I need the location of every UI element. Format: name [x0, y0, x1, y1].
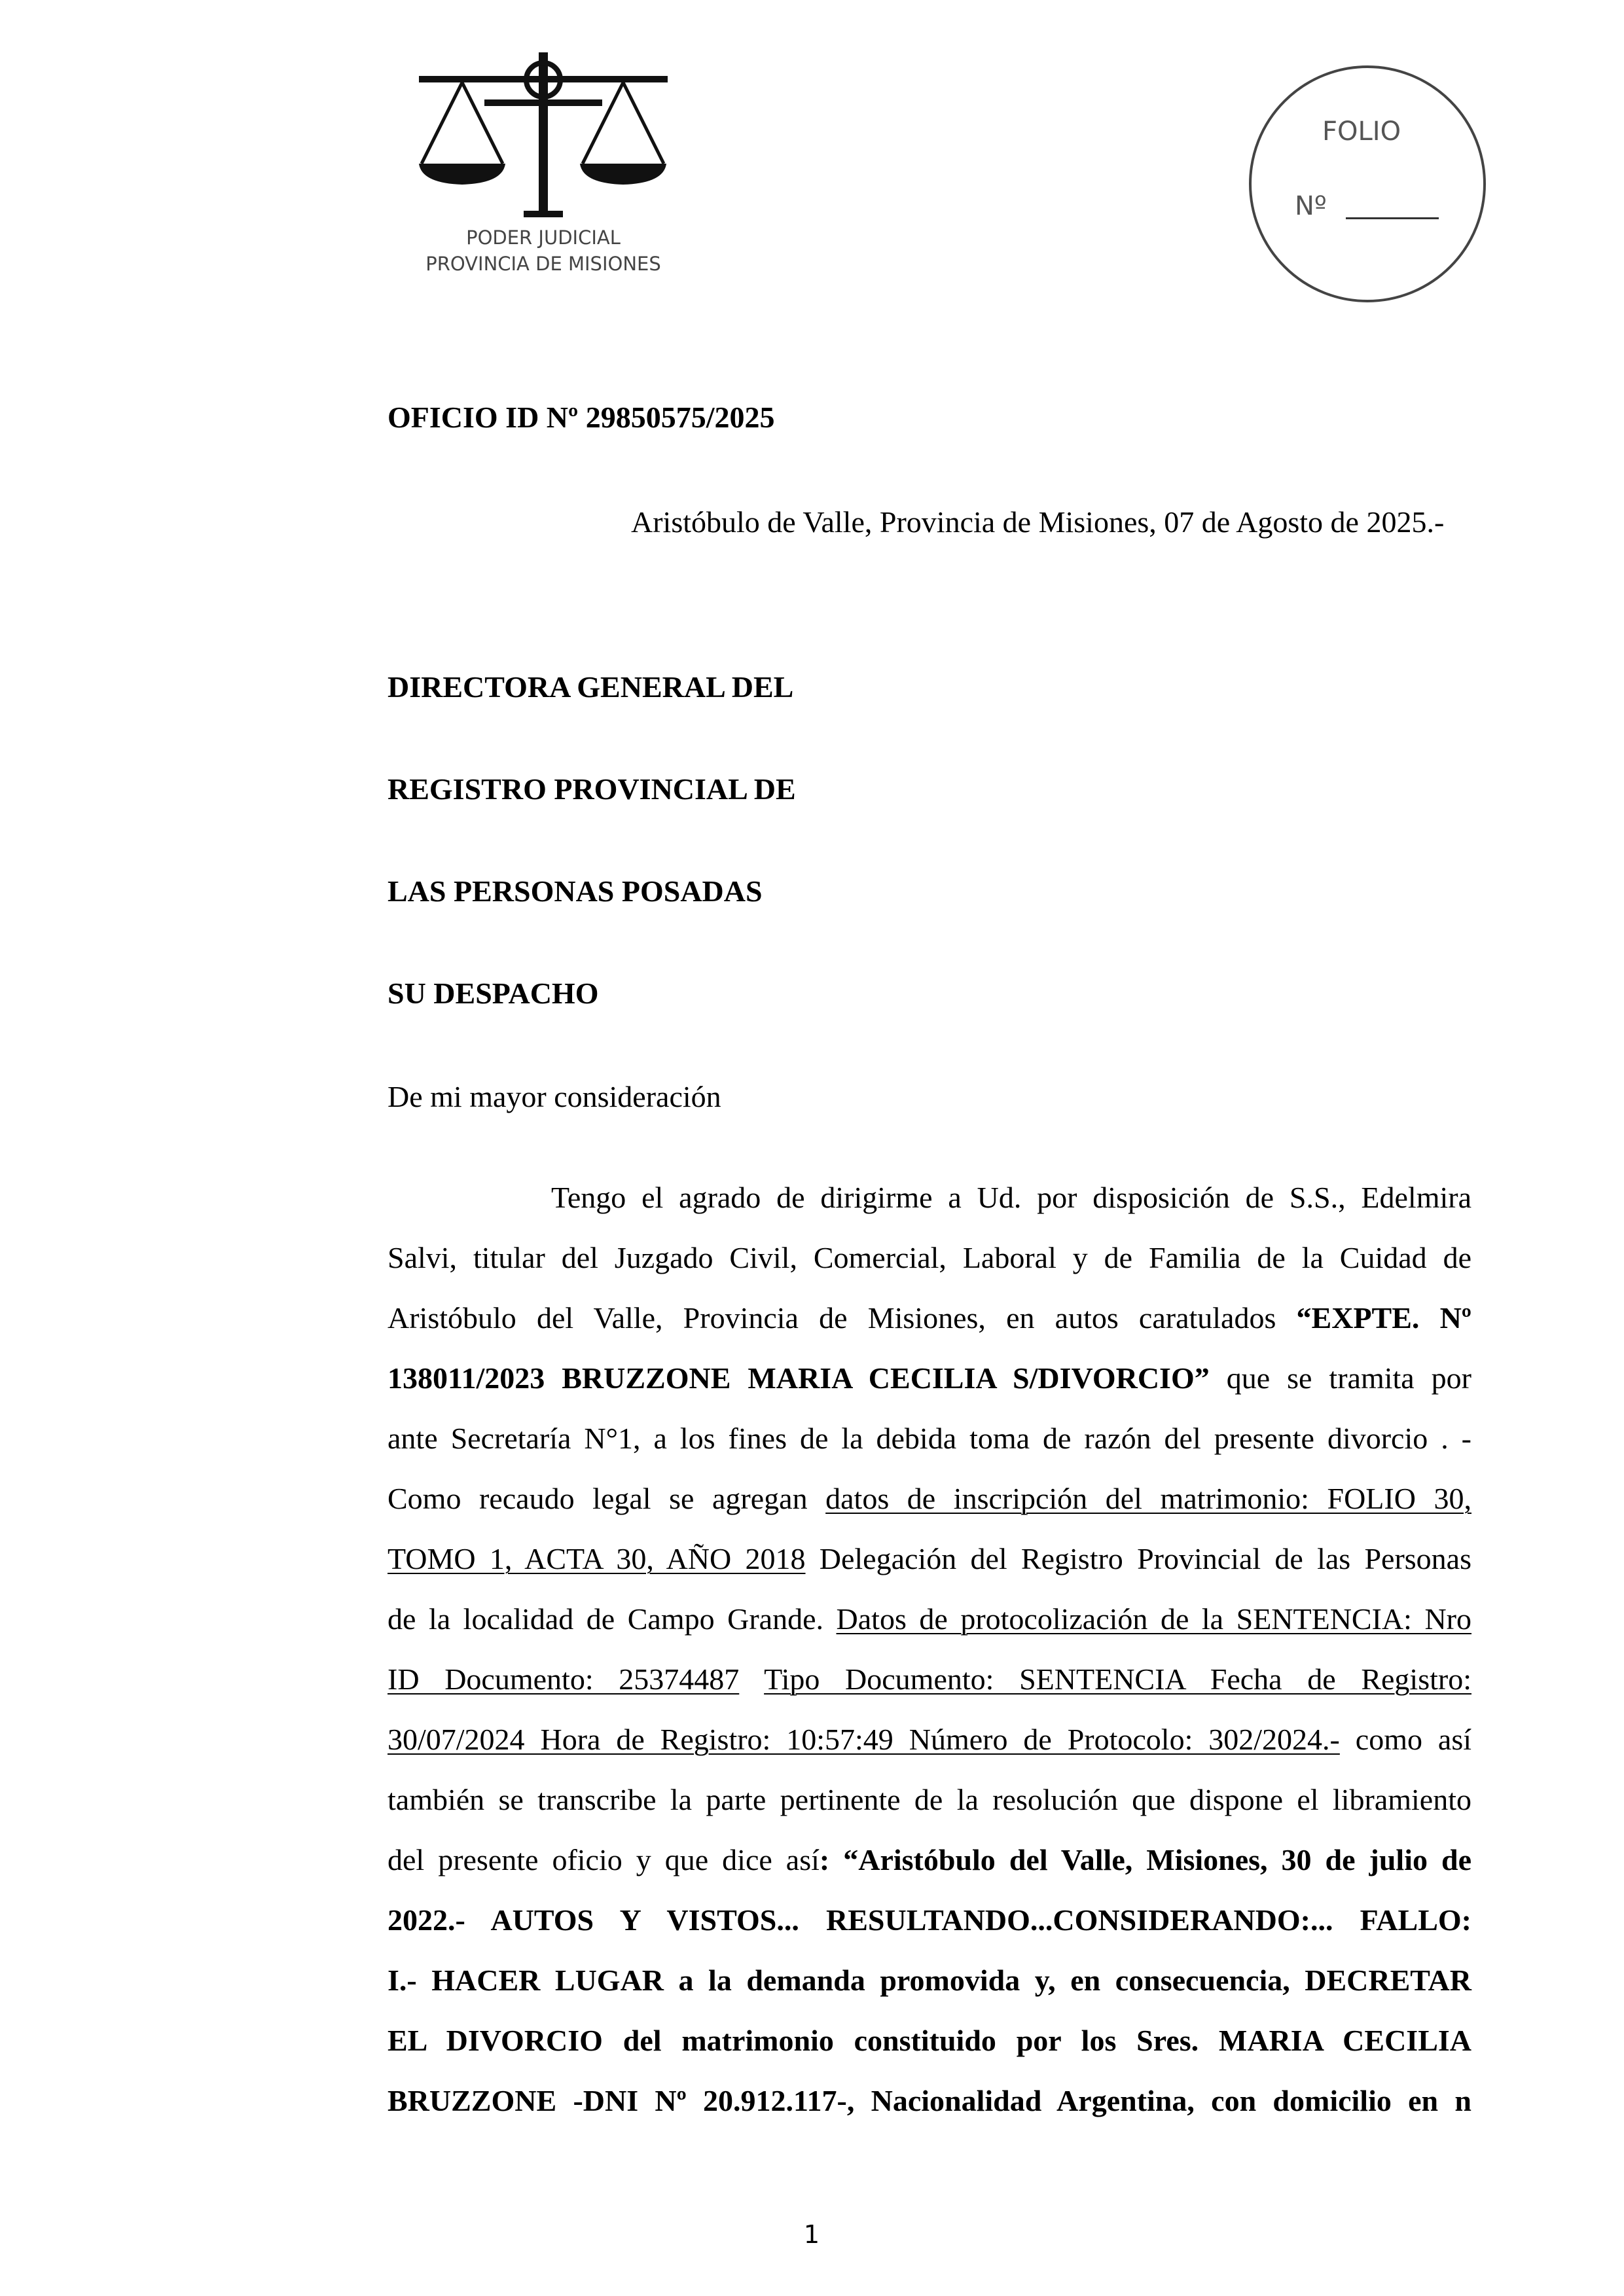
sentencia-data: Tipo Documento: SENTENCIA Fecha de Registro:: [764, 1662, 1471, 1696]
body-text: Delegación del Registro Provincial de las Personas: [805, 1542, 1471, 1575]
resolution-quote: I.- HACER LUGAR a la demanda promovida y, en consecuencia, DECRETAR: [388, 1964, 1471, 1997]
oficio-id: OFICIO ID Nº 29850575/2025: [388, 401, 775, 434]
recipient-line: REGISTRO PROVINCIAL DE: [388, 772, 796, 806]
scales-of-justice-icon: [406, 39, 681, 223]
body-line: [388, 1541, 1471, 1577]
body-line: [388, 1721, 1471, 1758]
place-date: Aristóbulo de Valle, Provincia de Misiones, 07 de Agosto de 2025.-: [631, 505, 1445, 539]
resolution-quote: : “Aristóbulo del Valle, Misiones, 30 de julio de: [819, 1843, 1472, 1876]
sentencia-data: ID Documento: 25374487: [388, 1662, 740, 1696]
body-line: [388, 1661, 1471, 1698]
body-line: [388, 1360, 1471, 1397]
matrimonio-data: TOMO 1, ACTA 30, AÑO 2018: [388, 1542, 806, 1575]
body-text: que se tramita por: [1209, 1361, 1471, 1395]
body-text: de la localidad de Campo Grande.: [388, 1602, 837, 1636]
body-line: [388, 1842, 1471, 1878]
body-line: [388, 1480, 1471, 1517]
body-text: Aristóbulo del Valle, Provincia de Misiones, en autos caratulados: [388, 1301, 1297, 1335]
folio-stamp-circle: [1249, 65, 1486, 302]
body-line: [388, 1601, 1471, 1638]
resolution-quote: BRUZZONE -DNI Nº 20.912.117-, Nacionalidad Argentina, con domicilio en n: [388, 2084, 1471, 2117]
body-line: Tengo el agrado de dirigirme a Ud. por disposición de S.S., Edelmira: [551, 1181, 1471, 1214]
recipient-line: SU DESPACHO: [388, 977, 599, 1010]
folio-number-label: Nº: [1295, 191, 1327, 221]
court-emblem: [406, 39, 681, 288]
body-line: Salvi, titular del Juzgado Civil, Comercial, Laboral y de Familia de la Cuidad de: [388, 1241, 1471, 1274]
body-text: Como recaudo legal se agregan: [388, 1482, 826, 1515]
body-text: del presente oficio y que dice así: [388, 1843, 820, 1876]
emblem-title: PODER JUDICIAL: [466, 226, 621, 249]
recipient-line: LAS PERSONAS POSADAS: [388, 874, 763, 908]
body-line: también se transcribe la parte pertinente de la resolución que dispone el libramiento: [388, 1783, 1471, 1816]
sentencia-data: 30/07/2024 Hora de Registro: 10:57:49 Número de Protocolo: 302/2024.-: [388, 1723, 1340, 1756]
body-line: ante Secretaría N°1, a los fines de la debida toma de razón del presente divorcio . -: [388, 1422, 1471, 1455]
sentencia-data: Datos de protocolización de la SENTENCIA: Nro: [836, 1602, 1471, 1636]
body-text: como así: [1339, 1723, 1471, 1756]
resolution-quote: 2022.- AUTOS Y VISTOS... RESULTANDO...CONSIDERANDO:... FALLO:: [388, 1903, 1471, 1937]
folio-number-blank: [1346, 217, 1439, 219]
body-text: [739, 1662, 764, 1696]
matrimonio-data: datos de inscripción del matrimonio: FOLIO 30,: [825, 1482, 1471, 1515]
emblem-subtitle: PROVINCIA DE MISIONES: [425, 253, 661, 275]
recipient-line: DIRECTORA GENERAL DEL: [388, 670, 794, 704]
folio-stamp: [1249, 65, 1485, 301]
body-line: [388, 1300, 1471, 1336]
salutation: De mi mayor consideración: [388, 1080, 721, 1113]
expediente-label: “EXPTE. Nº: [1296, 1301, 1471, 1335]
page-number: 1: [803, 2220, 820, 2249]
folio-label: FOLIO: [1322, 117, 1401, 147]
expediente-title: 138011/2023 BRUZZONE MARIA CECILIA S/DIVORCIO”: [388, 1361, 1210, 1395]
resolution-quote: EL DIVORCIO del matrimonio constituido por los Sres. MARIA CECILIA: [388, 2024, 1471, 2057]
